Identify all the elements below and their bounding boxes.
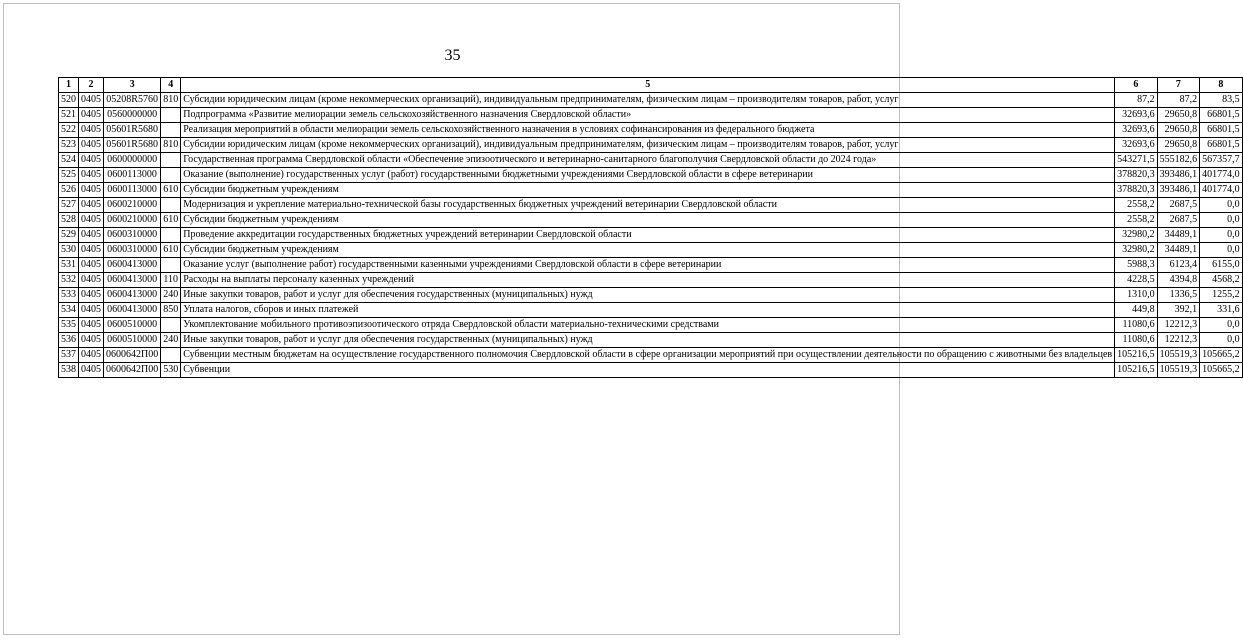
expense-type: 530 bbox=[161, 363, 181, 378]
row-number: 527 bbox=[59, 198, 79, 213]
section-code: 0405 bbox=[79, 213, 104, 228]
item-name: Уплата налогов, сборов и иных платежей bbox=[181, 303, 1115, 318]
amount-col7: 1336,5 bbox=[1157, 288, 1200, 303]
section-code: 0405 bbox=[79, 333, 104, 348]
table-row bbox=[59, 333, 1243, 348]
amount-col7: 12212,3 bbox=[1157, 318, 1200, 333]
section-code: 0405 bbox=[79, 93, 104, 108]
row-number: 534 bbox=[59, 303, 79, 318]
budget-table bbox=[58, 77, 1243, 378]
target-code: 05601R5680 bbox=[104, 123, 161, 138]
table-body bbox=[59, 93, 1243, 378]
amount-col7: 34489,1 bbox=[1157, 228, 1200, 243]
expense-type: 610 bbox=[161, 213, 181, 228]
item-name: Субвенции местным бюджетам на осуществление государственного полномочия Свердловской области в сфере организации мероприятий при осуществлении деятельности по обращению с животными без владельцев bbox=[181, 348, 1115, 363]
item-name: Проведение аккредитации государственных бюджетных учреждений ветеринарии Свердловской области bbox=[181, 228, 1115, 243]
target-code: 0600113000 bbox=[104, 168, 161, 183]
amount-col6: 32693,6 bbox=[1115, 138, 1158, 153]
row-number: 521 bbox=[59, 108, 79, 123]
header-cell: 2 bbox=[79, 78, 104, 93]
amount-col6: 32980,2 bbox=[1115, 228, 1158, 243]
row-number: 524 bbox=[59, 153, 79, 168]
target-code: 0560000000 bbox=[104, 108, 161, 123]
page-number: 35 bbox=[444, 47, 461, 64]
amount-col6: 449,8 bbox=[1115, 303, 1158, 318]
table-row bbox=[59, 243, 1243, 258]
expense-type bbox=[161, 348, 181, 363]
amount-col7: 105519,3 bbox=[1157, 348, 1200, 363]
item-name: Оказание услуг (выполнение работ) государственными казенными учреждениями Свердловской области в сфере ветеринарии bbox=[181, 258, 1115, 273]
expense-type bbox=[161, 228, 181, 243]
item-name: Субвенции bbox=[181, 363, 1115, 378]
amount-col8: 0,0 bbox=[1200, 228, 1243, 243]
amount-col7: 2687,5 bbox=[1157, 213, 1200, 228]
section-code: 0405 bbox=[79, 138, 104, 153]
target-code: 0600510000 bbox=[104, 318, 161, 333]
amount-col6: 378820,3 bbox=[1115, 183, 1158, 198]
table-row bbox=[59, 318, 1243, 333]
expense-type: 610 bbox=[161, 243, 181, 258]
table-row bbox=[59, 288, 1243, 303]
target-code: 0600413000 bbox=[104, 273, 161, 288]
amount-col6: 4228,5 bbox=[1115, 273, 1158, 288]
amount-col7: 392,1 bbox=[1157, 303, 1200, 318]
amount-col8: 567357,7 bbox=[1200, 153, 1243, 168]
amount-col6: 11080,6 bbox=[1115, 318, 1158, 333]
expense-type: 850 bbox=[161, 303, 181, 318]
expense-type: 240 bbox=[161, 288, 181, 303]
table-row bbox=[59, 123, 1243, 138]
section-code: 0405 bbox=[79, 123, 104, 138]
amount-col7: 105519,3 bbox=[1157, 363, 1200, 378]
row-number: 535 bbox=[59, 318, 79, 333]
amount-col8: 0,0 bbox=[1200, 243, 1243, 258]
expense-type bbox=[161, 108, 181, 123]
amount-col8: 0,0 bbox=[1200, 333, 1243, 348]
amount-col6: 32693,6 bbox=[1115, 108, 1158, 123]
row-number: 523 bbox=[59, 138, 79, 153]
expense-type bbox=[161, 198, 181, 213]
expense-type bbox=[161, 168, 181, 183]
amount-col6: 32980,2 bbox=[1115, 243, 1158, 258]
item-name: Субсидии юридическим лицам (кроме некоммерческих организаций), индивидуальным предпринимателям, физическим лицам – производителям товаров, работ, услуг bbox=[181, 93, 1115, 108]
amount-col7: 4394,8 bbox=[1157, 273, 1200, 288]
target-code: 0600510000 bbox=[104, 333, 161, 348]
header-cell: 4 bbox=[161, 78, 181, 93]
section-code: 0405 bbox=[79, 363, 104, 378]
amount-col6: 105216,5 bbox=[1115, 363, 1158, 378]
target-code: 0600642П00 bbox=[104, 348, 161, 363]
row-number: 530 bbox=[59, 243, 79, 258]
row-number: 532 bbox=[59, 273, 79, 288]
amount-col6: 32693,6 bbox=[1115, 123, 1158, 138]
row-number: 533 bbox=[59, 288, 79, 303]
amount-col7: 87,2 bbox=[1157, 93, 1200, 108]
item-name: Иные закупки товаров, работ и услуг для обеспечения государственных (муниципальных) нужд bbox=[181, 333, 1115, 348]
section-code: 0405 bbox=[79, 273, 104, 288]
table-row bbox=[59, 93, 1243, 108]
item-name: Модернизация и укрепление материально-технической базы государственных бюджетных учреждений ветеринарии Свердловской области bbox=[181, 198, 1115, 213]
amount-col7: 2687,5 bbox=[1157, 198, 1200, 213]
amount-col8: 0,0 bbox=[1200, 318, 1243, 333]
item-name: Подпрограмма «Развитие мелиорации земель сельскохозяйственного назначения Свердловской области» bbox=[181, 108, 1115, 123]
target-code: 0600210000 bbox=[104, 198, 161, 213]
row-number: 528 bbox=[59, 213, 79, 228]
table-row bbox=[59, 168, 1243, 183]
amount-col8: 1255,2 bbox=[1200, 288, 1243, 303]
section-code: 0405 bbox=[79, 303, 104, 318]
row-number: 536 bbox=[59, 333, 79, 348]
target-code: 0600000000 bbox=[104, 153, 161, 168]
expense-type: 110 bbox=[161, 273, 181, 288]
target-code: 05208R5760 bbox=[104, 93, 161, 108]
target-code: 0600210000 bbox=[104, 213, 161, 228]
table-row bbox=[59, 273, 1243, 288]
row-number: 526 bbox=[59, 183, 79, 198]
amount-col6: 2558,2 bbox=[1115, 213, 1158, 228]
table-row bbox=[59, 138, 1243, 153]
header-cell: 5 bbox=[181, 78, 1115, 93]
row-number: 531 bbox=[59, 258, 79, 273]
amount-col8: 66801,5 bbox=[1200, 138, 1243, 153]
header-cell: 1 bbox=[59, 78, 79, 93]
table-row bbox=[59, 198, 1243, 213]
amount-col8: 401774,0 bbox=[1200, 168, 1243, 183]
amount-col8: 401774,0 bbox=[1200, 183, 1243, 198]
amount-col8: 0,0 bbox=[1200, 213, 1243, 228]
item-name: Субсидии юридическим лицам (кроме некоммерческих организаций), индивидуальным предпринимателям, физическим лицам – производителям товаров, работ, услуг bbox=[181, 138, 1115, 153]
amount-col7: 29650,8 bbox=[1157, 123, 1200, 138]
table-row bbox=[59, 228, 1243, 243]
target-code: 0600413000 bbox=[104, 288, 161, 303]
item-name: Субсидии бюджетным учреждениям bbox=[181, 183, 1115, 198]
expense-type bbox=[161, 318, 181, 333]
amount-col6: 543271,5 bbox=[1115, 153, 1158, 168]
table-row bbox=[59, 213, 1243, 228]
section-code: 0405 bbox=[79, 243, 104, 258]
amount-col8: 4568,2 bbox=[1200, 273, 1243, 288]
row-number: 522 bbox=[59, 123, 79, 138]
header-cell: 7 bbox=[1157, 78, 1200, 93]
amount-col6: 87,2 bbox=[1115, 93, 1158, 108]
item-name: Расходы на выплаты персоналу казенных учреждений bbox=[181, 273, 1115, 288]
header-row bbox=[59, 78, 1243, 93]
amount-col6: 105216,5 bbox=[1115, 348, 1158, 363]
amount-col8: 66801,5 bbox=[1200, 123, 1243, 138]
expense-type bbox=[161, 123, 181, 138]
amount-col8: 83,5 bbox=[1200, 93, 1243, 108]
amount-col7: 29650,8 bbox=[1157, 138, 1200, 153]
item-name: Субсидии бюджетным учреждениям bbox=[181, 213, 1115, 228]
table-row bbox=[59, 183, 1243, 198]
amount-col7: 29650,8 bbox=[1157, 108, 1200, 123]
row-number: 537 bbox=[59, 348, 79, 363]
target-code: 0600310000 bbox=[104, 243, 161, 258]
item-name: Иные закупки товаров, работ и услуг для обеспечения государственных (муниципальных) нужд bbox=[181, 288, 1115, 303]
table-row bbox=[59, 348, 1243, 363]
header-cell: 3 bbox=[104, 78, 161, 93]
row-number: 538 bbox=[59, 363, 79, 378]
row-number: 525 bbox=[59, 168, 79, 183]
amount-col6: 5988,3 bbox=[1115, 258, 1158, 273]
section-code: 0405 bbox=[79, 168, 104, 183]
expense-type: 610 bbox=[161, 183, 181, 198]
amount-col8: 331,6 bbox=[1200, 303, 1243, 318]
target-code: 0600310000 bbox=[104, 228, 161, 243]
amount-col7: 555182,6 bbox=[1157, 153, 1200, 168]
section-code: 0405 bbox=[79, 348, 104, 363]
table-row bbox=[59, 303, 1243, 318]
target-code: 05601R5680 bbox=[104, 138, 161, 153]
amount-col8: 66801,5 bbox=[1200, 108, 1243, 123]
amount-col8: 6155,0 bbox=[1200, 258, 1243, 273]
amount-col6: 11080,6 bbox=[1115, 333, 1158, 348]
target-code: 0600413000 bbox=[104, 258, 161, 273]
section-code: 0405 bbox=[79, 198, 104, 213]
section-code: 0405 bbox=[79, 258, 104, 273]
row-number: 520 bbox=[59, 93, 79, 108]
item-name: Оказание (выполнение) государственных услуг (работ) государственными бюджетными учреждениями Свердловской области в сфере ветеринарии bbox=[181, 168, 1115, 183]
row-number: 529 bbox=[59, 228, 79, 243]
table-row bbox=[59, 258, 1243, 273]
amount-col6: 2558,2 bbox=[1115, 198, 1158, 213]
item-name: Укомплектование мобильного противоэпизоотического отряда Свердловской области материально-техническими средствами bbox=[181, 318, 1115, 333]
target-code: 0600642П00 bbox=[104, 363, 161, 378]
item-name: Реализация мероприятий в области мелиорации земель сельскохозяйственного назначения в условиях софинансирования из федерального бюджета bbox=[181, 123, 1115, 138]
section-code: 0405 bbox=[79, 108, 104, 123]
amount-col7: 12212,3 bbox=[1157, 333, 1200, 348]
target-code: 0600413000 bbox=[104, 303, 161, 318]
header-cell: 6 bbox=[1115, 78, 1158, 93]
expense-type bbox=[161, 153, 181, 168]
amount-col7: 393486,1 bbox=[1157, 168, 1200, 183]
amount-col7: 34489,1 bbox=[1157, 243, 1200, 258]
item-name: Государственная программа Свердловской области «Обеспечение эпизоотического и ветеринарно-санитарного благополучия Свердловской области до 2024 года» bbox=[181, 153, 1115, 168]
expense-type bbox=[161, 258, 181, 273]
section-code: 0405 bbox=[79, 228, 104, 243]
amount-col6: 378820,3 bbox=[1115, 168, 1158, 183]
amount-col6: 1310,0 bbox=[1115, 288, 1158, 303]
table-row bbox=[59, 153, 1243, 168]
header-cell: 8 bbox=[1200, 78, 1243, 93]
amount-col7: 393486,1 bbox=[1157, 183, 1200, 198]
amount-col8: 105665,2 bbox=[1200, 348, 1243, 363]
table-row bbox=[59, 108, 1243, 123]
amount-col8: 0,0 bbox=[1200, 198, 1243, 213]
section-code: 0405 bbox=[79, 318, 104, 333]
expense-type: 240 bbox=[161, 333, 181, 348]
section-code: 0405 bbox=[79, 288, 104, 303]
target-code: 0600113000 bbox=[104, 183, 161, 198]
expense-type: 810 bbox=[161, 138, 181, 153]
amount-col7: 6123,4 bbox=[1157, 258, 1200, 273]
amount-col8: 105665,2 bbox=[1200, 363, 1243, 378]
expense-type: 810 bbox=[161, 93, 181, 108]
table-row bbox=[59, 363, 1243, 378]
section-code: 0405 bbox=[79, 183, 104, 198]
section-code: 0405 bbox=[79, 153, 104, 168]
item-name: Субсидии бюджетным учреждениям bbox=[181, 243, 1115, 258]
